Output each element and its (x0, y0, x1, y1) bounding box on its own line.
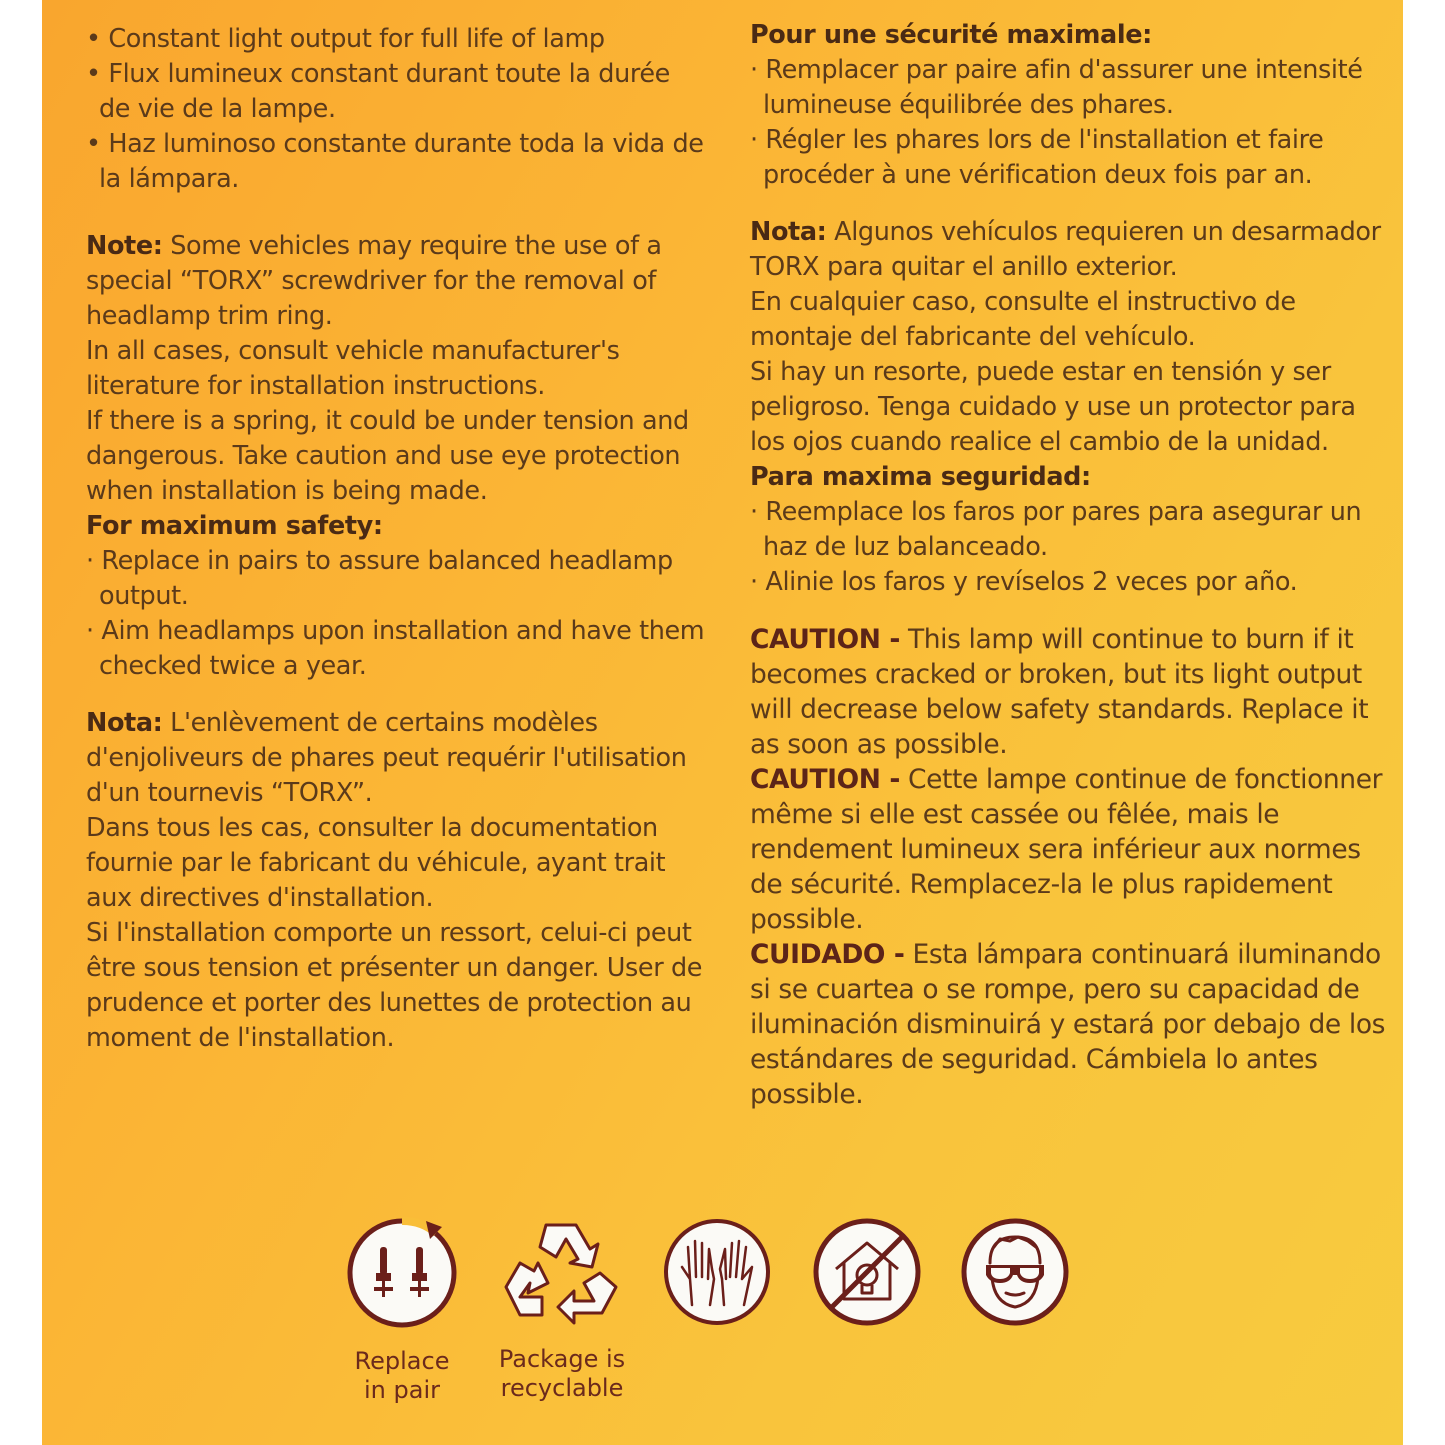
left-column (86, 22, 706, 1056)
replace-label-line2: in pair (364, 1376, 440, 1404)
note-es (750, 215, 1390, 285)
recycle-label (487, 1345, 637, 1403)
bullet-es: • Haz luminoso constante durante toda la vida de la lámpara. (86, 129, 704, 194)
safety-es-item: · Alinie los faros y revíselos 2 veces por año. (750, 567, 1298, 597)
recycle-label-line2: recyclable (500, 1374, 624, 1402)
note-en-text: Some vehicles may require the use of a special “TORX” screwdriver for the removal of headlamp trim ring. (86, 231, 662, 331)
gloves-icon (662, 1217, 772, 1327)
note-fr-text: L'enlèvement de certains modèles d'enjoliveurs de phares peut requérir l'utilisation d'un tournevis “TORX”. (86, 708, 687, 808)
no-household-icon (812, 1217, 922, 1327)
note-fr-p3: Si l'installation comporte un ressort, celui-ci peut être sous tension et présenter un danger. User de prudence et porter des lunettes de protection au moment de l'installation. (86, 918, 703, 1053)
note-es-text: Algunos vehículos requieren un desarmador TORX para quitar el anillo exterior. (750, 217, 1381, 282)
caution-es-label: CUIDADO - (750, 939, 905, 970)
note-es-label: Nota: (750, 217, 827, 247)
safety-en-item: · Replace in pairs to assure balanced headlamp output. (86, 546, 673, 611)
safety-en-item: · Aim headlamps upon installation and have them checked twice a year. (86, 616, 705, 681)
note-en-p3: If there is a spring, it could be under tension and dangerous. Take caution and use eye protection when installation is being made. (86, 406, 689, 506)
icon-row (42, 1215, 1403, 1415)
package-panel (42, 0, 1403, 1445)
caution-en (750, 622, 1390, 762)
caution-fr (750, 762, 1390, 937)
caution-fr-text: Cette lampe continue de fonctionner même si elle est cassée ou fêlée, mais le rendement lumineux sera inférieur aux normes de sécurité. Remplacez-la le plus rapidement possible. (750, 764, 1383, 935)
safety-fr-item: · Remplacer par paire afin d'assurer une intensité lumineuse équilibrée des phares. (750, 55, 1363, 120)
safety-glasses-icon (960, 1217, 1070, 1327)
safety-fr-item: · Régler les phares lors de l'installation et faire procéder à une vérification deux fois par an. (750, 125, 1324, 190)
note-en (86, 229, 706, 334)
note-en-label: Note: (86, 231, 163, 261)
safety-es-item: · Reemplace los faros por pares para asegurar un haz de luz balanceado. (750, 497, 1362, 562)
replace-in-pair-icon (344, 1215, 460, 1331)
caution-en-text: This lamp will continue to burn if it becomes cracked or broken, but its light output will decrease below safety standards. Replace it as soon as possible. (750, 624, 1369, 760)
caution-es-text: Esta lámpara continuará iluminando si se cuartea o se rompe, pero su capacidad de iluminación disminuirá y estará por debajo de los estándares de seguridad. Cámbiela lo antes possible. (750, 939, 1386, 1110)
bullet-fr: • Flux lumineux constant durant toute la durée de vie de la lampe. (86, 59, 670, 124)
caution-fr-label: CAUTION - (750, 764, 900, 795)
safety-fr-heading: Pour une sécurité maximale: (750, 20, 1152, 50)
safety-es-heading: Para maxima seguridad: (750, 462, 1091, 492)
caution-es (750, 937, 1390, 1112)
note-es-p2: En cualquier caso, consulte el instructivo de montaje del fabricante del vehículo. (750, 287, 1296, 352)
recycle-label-line1: Package is (498, 1345, 626, 1373)
recycle-icon (498, 1217, 624, 1335)
safety-en-heading: For maximum safety: (86, 511, 383, 541)
note-fr (86, 706, 706, 811)
replace-label (337, 1347, 467, 1405)
note-en-p2: In all cases, consult vehicle manufacturer's literature for installation instructions. (86, 336, 620, 401)
replace-label-line1: Replace (354, 1347, 450, 1375)
note-fr-p2: Dans tous les cas, consulter la documentation fournie par le fabricant du véhicule, ayant trait aux directives d'installation. (86, 813, 666, 913)
caution-en-label: CAUTION - (750, 624, 900, 655)
note-fr-label: Nota: (86, 708, 163, 738)
bullet-en: • Constant light output for full life of lamp (86, 24, 605, 54)
note-es-p3: Si hay un resorte, puede estar en tensión y ser peligroso. Tenga cuidado y use un protector para los ojos cuando realice el cambio de la unidad. (750, 357, 1356, 457)
right-column (750, 18, 1390, 1112)
